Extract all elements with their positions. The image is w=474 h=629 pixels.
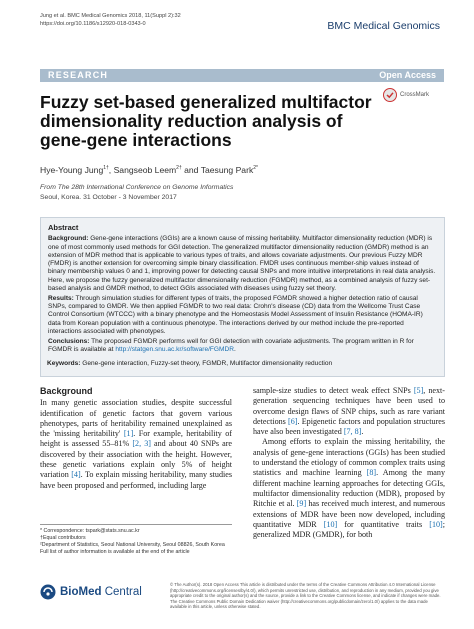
section-text: The proposed FGMDR performs well for GGI detection with covariate adjustments. The program written in R for FGMDR is available at: [48, 337, 414, 354]
page-header: [40, 12, 440, 42]
journal-brand: BMC Medical Genomics: [327, 20, 440, 32]
doi-link[interactable]: https://doi.org/10.1186/s12920-018-0343-0: [40, 21, 146, 27]
biomed-central-icon: [40, 584, 56, 600]
author-affiliation-mark: 2†: [176, 165, 182, 172]
body-text: Among efforts to explain the missing heritability, the analysis of gene-gene interactions (GGIs) has been studied to understand the etiology of common complex traits using statistics and machine learning: [253, 437, 445, 478]
body-paragraph: [253, 386, 445, 437]
keywords-label: Keywords:: [47, 360, 81, 367]
section-label: Background:: [48, 235, 89, 243]
citation-line: Jung et al. BMC Medical Genomics 2018, 11(Suppl 2):32: [40, 13, 181, 19]
conference-info: [40, 183, 233, 202]
page-footer: [40, 582, 445, 618]
body-text: and about 40 SNPs are discovered by their association with the height. However, these genetic variations explain only 5% of height variation: [40, 439, 232, 480]
abstract-background: [48, 235, 437, 293]
section-heading: Background: [40, 386, 93, 396]
affiliation-note: ²Department of Statistics, Seoul National University, Seoul 08826, South Korea: [40, 542, 225, 548]
author-list: [40, 165, 258, 175]
article-title: Fuzzy set-based generalized multifactor dimensionality reduction analysis of gene-gene interactions: [40, 92, 372, 150]
body-text: for quantitative traits: [337, 519, 430, 529]
citation-link[interactable]: [7, 8]: [343, 427, 362, 437]
author-name[interactable]: and Taesung Park: [181, 165, 254, 175]
section-text: Through simulation studies for different types of traits, the proposed FGMDR showed a higher detection ratio of causal SNPs, compared to GMDR. We then applied FGMDR to two real data: Crohn's disease (CD) data from the Wellcome Trust Case Control Consortium (WTCCC) with a binary phenotype and the Homeostasis Model Assessment of Insulin Resistance (HOMA-IR) data from Korean population with a continuous phenotype. The interactions derived by our method include the pre-reported interactions associated with phenotypes.: [48, 294, 423, 336]
section-label: Results:: [48, 294, 74, 302]
crossmark-icon: [383, 88, 397, 102]
citation-link[interactable]: [10]: [429, 519, 443, 529]
section-text-end: .: [233, 346, 236, 354]
correspondence-note[interactable]: * Correspondence: tspark@stats.snu.ac.kr: [40, 528, 140, 534]
body-text: sample-size studies to detect weak effect SNPs: [253, 386, 414, 395]
body-text: ; generalized MDR (GMDR), for both: [253, 519, 445, 540]
section-text: Gene-gene interactions (GGIs) are a known cause of missing heritability. Multifactor dimensionality reduction (MDR) is one of most commonly used methods for GGI detection. The generalized multifactor dimensionality reduction (GMDR) method is an extension of MDR method that is applicable to various types of traits, and allows covariate adjustments. Our previous Fuzzy MDR (FMDR) is another extension for overcoming simple binary classification. FMDR uses continuous member-ship values instead of binary membership values 0 and 1, improving power for detecting causal SNPs and more intuitive interpretations in real data analysis. Here, we propose the fuzzy generalized multifactor dimensionality reduction (FGMDR) method, as a combined analysis of fuzzy set-based analysis and GMDR method, to detect GGIs associated with diseases using fuzzy set theory.: [48, 235, 436, 293]
article-type-label: RESEARCH: [48, 70, 109, 80]
citation-link[interactable]: [1]: [123, 429, 134, 439]
conference-location: Seoul, Korea. 31 October - 3 November 2017: [40, 193, 177, 201]
logo-text: [60, 586, 142, 598]
crossmark-label: CrossMark: [400, 92, 430, 98]
keywords-text: Gene-gene interaction, Fuzzy-set theory, FGMDR, Multifactor dimensionality reduction: [80, 360, 333, 367]
author-info-note: Full list of author information is available at the end of the article: [40, 549, 190, 555]
body-column-right: [253, 386, 445, 540]
equal-contrib-note: †Equal contributors: [40, 535, 86, 541]
footnotes: [40, 524, 232, 556]
body-paragraph: [253, 437, 445, 540]
abstract-results: [48, 295, 437, 336]
body-paragraph: [40, 398, 232, 491]
body-text: , next-generation sequencing techniques have been used to overcome design flaws of SNP chips, such as rare variant detections: [253, 386, 445, 426]
citation-link[interactable]: [2, 3]: [132, 439, 151, 449]
article-type-bar: [40, 69, 444, 82]
body-text: . For example, heritability of height is assessed 55–81%: [40, 429, 232, 449]
section-label: Conclusions:: [48, 337, 90, 345]
crossmark-badge[interactable]: [383, 88, 429, 102]
body-text: . To explain missing heritability, many studies have been proposed and performed, including large: [40, 470, 232, 490]
citation-link[interactable]: [5]: [413, 386, 424, 395]
body-text: In many genetic association studies, despite successful identification of genetic factors that govern various phenotypes, parts of heritability remained unexplained as the 'missing heritability': [40, 398, 232, 439]
citation-link[interactable]: [8]: [366, 468, 377, 478]
software-link[interactable]: http://statgen.snu.ac.kr/software/FGMDR: [115, 346, 234, 354]
license-text: © The Author(s). 2018 Open Access This article is distributed under the terms of the Creative Commons Attribution 4.0 International License (http://creativecommons.org/licenses/by/4.0/), which permits unrestricted use, distribution, and reproduction in any medium, provided you give appropriate credit to the original author(s) and the source, provide a link to the Creative Commons license, and indicate if changes were made. The Creative Commons Public Domain Dedication waiver (http://creativecommons.org/publicdomain/zero/1.0/) applies to the data made available in this article, unless otherwise stated.: [170, 582, 441, 610]
body-text: has received much interest, and numerous extensions of MDR have been now developed, including quantitative MDR: [253, 499, 445, 529]
author-affiliation-mark: 2*: [253, 165, 258, 172]
biomed-central-logo[interactable]: [40, 584, 142, 600]
citation-link[interactable]: [9]: [296, 499, 307, 509]
abstract-heading: Abstract: [48, 223, 79, 232]
body-text: . Epigenetic factors and population structures have also been investigated: [253, 416, 446, 437]
body-column-left: [40, 386, 232, 491]
body-text: .: [361, 427, 364, 437]
logo-text-rest: Central: [101, 586, 142, 598]
abstract-box: [40, 217, 445, 377]
author-name[interactable]: Hye-Young Jung: [40, 165, 104, 175]
keywords: [40, 360, 445, 367]
author-name[interactable]: , Sangseob Leem: [108, 165, 177, 175]
open-access-label: Open Access: [379, 70, 436, 80]
citation-link[interactable]: [10]: [323, 519, 338, 529]
body-text: . Among the many different machine learning approaches for detecting GGIs, multifactor dimensionality reduction (MDR), proposed by Ritchie et al.: [253, 468, 445, 509]
abstract-conclusions: [48, 338, 437, 355]
citation-link[interactable]: [6]: [288, 416, 298, 426]
citation-link[interactable]: [4]: [71, 470, 81, 480]
logo-text-bold: BioMed: [60, 586, 102, 598]
conference-name: From The 28th International Conference on Genome Informatics: [40, 184, 234, 191]
author-affiliation-mark: 1†: [103, 165, 109, 172]
